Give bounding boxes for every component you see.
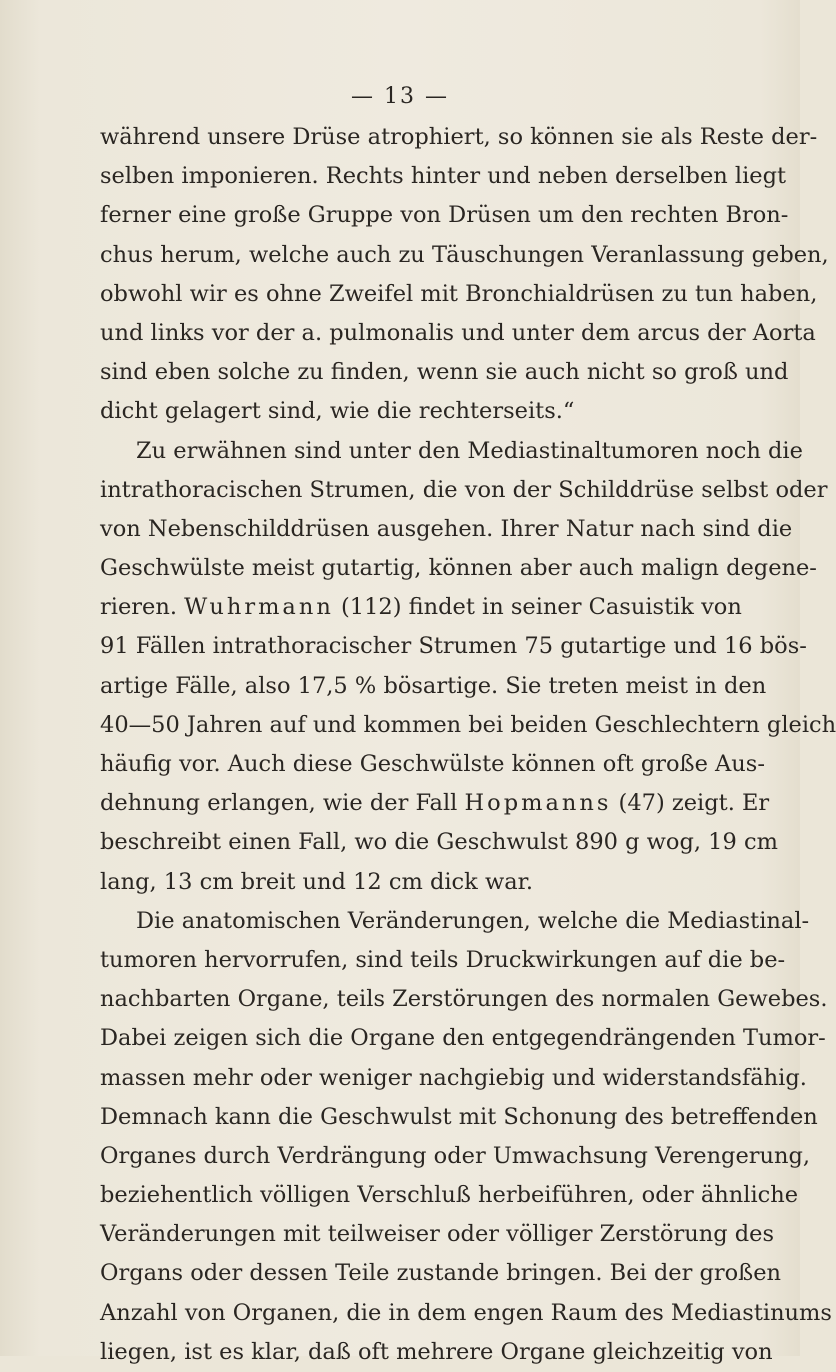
paragraph-start: Die anatomischen Veränderungen, welche die Mediastinal- [136, 907, 810, 934]
author-name-wuhrmann: Wuhrmann [184, 594, 334, 621]
author-name-hopmanns: Hopmanns [464, 790, 612, 817]
text-line: tumoren hervorrufen, sind teils Druckwirkungen auf die be- [100, 946, 786, 973]
text-line: Demnach kann die Geschwulst mit Schonung des betreffenden [100, 1103, 818, 1130]
body-text [100, 118, 836, 1372]
text-line: dicht gelagert sind, wie die rechterseits.“ [100, 398, 575, 425]
line-segment: dehnung erlangen, wie der Fall [100, 790, 458, 817]
line-segment: artige Fälle, also 17,5 % [100, 672, 377, 699]
text-line: und links vor der a. pulmonalis und unter dem arcus der Aorta [100, 319, 816, 346]
text-line: 91 Fällen intrathoracischer Strumen 75 gutartige und 16 bös- [100, 633, 807, 660]
text-line [100, 784, 770, 823]
text-line: liegen, ist es klar, daß oft mehrere Organe gleichzeitig von [100, 1338, 773, 1365]
text-line: chus herum, welche auch zu Täuschungen Veranlassung geben, [100, 241, 829, 268]
text-line: 40—50 Jahren auf und kommen bei beiden Geschlechtern gleich [100, 711, 836, 738]
text-line: während unsere Drüse atrophiert, so können sie als Reste der- [100, 124, 818, 150]
text-line: Geschwülste meist gutartig, können aber auch malign degene- [100, 555, 817, 582]
text-line: intrathoracischen Strumen, die von der Schilddrüse selbst oder [100, 476, 828, 503]
text-line: beschreibt einen Fall, wo die Geschwulst 890 g wog, 19 cm [100, 829, 778, 856]
text-line: sind eben solche zu finden, wenn sie auch nicht so groß und [100, 359, 789, 386]
line-segment: (47) zeigt. Er [618, 790, 770, 817]
text-line: von Nebenschilddrüsen ausgehen. Ihrer Natur nach sind die [100, 515, 793, 542]
text-line: ferner eine große Gruppe von Drüsen um den rechten Bron- [100, 202, 789, 229]
text-line: Anzahl von Organen, die in dem engen Raum des Mediastinums [100, 1299, 832, 1326]
text-line: Veränderungen mit teilweiser oder völliger Zerstörung des [100, 1221, 775, 1248]
text-line: massen mehr oder weniger nachgiebig und widerstandsfähig. [100, 1064, 807, 1091]
line-segment: rieren. [100, 594, 177, 621]
text-line: häufig vor. Auch diese Geschwülste können oft große Aus- [100, 751, 765, 777]
text-line [100, 667, 767, 706]
text-line: obwohl wir es ohne Zweifel mit Bronchialdrüsen zu tun haben, [100, 280, 818, 307]
text-line: Dabei zeigen sich die Organe den entgegendrängenden Tumor- [100, 1025, 826, 1052]
paragraph-start: Zu erwähnen sind unter den Mediastinaltumoren noch die [136, 437, 803, 464]
line-segment: bösartige. Sie treten meist in den [383, 672, 767, 699]
text-line: nachbarten Organe, teils Zerstörungen des normalen Gewebes. [100, 986, 828, 1013]
text-line: selben imponieren. Rechts hinter und neben derselben liegt [100, 163, 787, 190]
text-line: Organs oder dessen Teile zustande bringen. Bei der großen [100, 1260, 782, 1287]
text-line: Organes durch Verdrängung oder Umwachsung Verengerung, [100, 1142, 811, 1169]
line-segment: (112) findet in seiner Casuistik von [340, 594, 742, 621]
text-line: lang, 13 cm breit und 12 cm dick war. [100, 868, 534, 895]
page-number-header: — 13 — [351, 84, 449, 109]
text-line: beziehentlich völligen Verschluß herbeiführen, oder ähnliche [100, 1182, 799, 1209]
text-line [100, 588, 742, 627]
